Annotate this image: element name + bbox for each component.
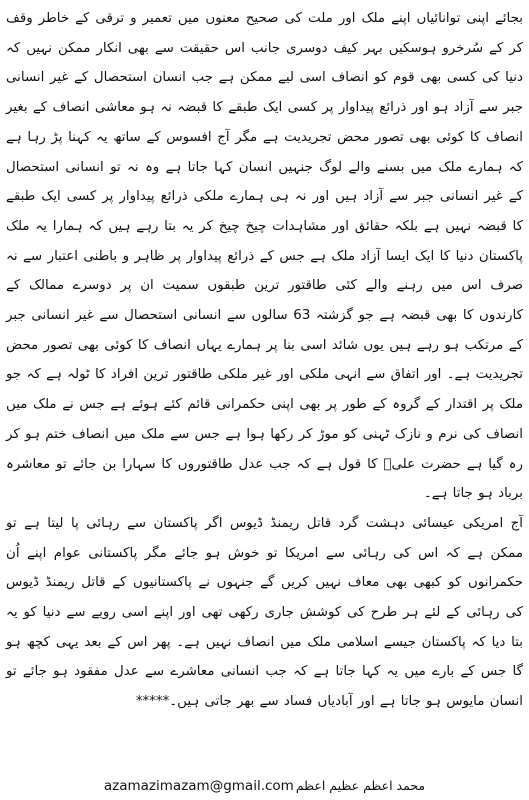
author-email[interactable]: azamazimazam@gmail.com [103, 778, 294, 794]
article-paragraph-2: آج امریکی عیسائی دہشت گرد قاتل ریمنڈ ڈیوس اگر پاکستان سے رہائی پا لیتا ہے تو ممکن ہے کہ اس کی رہائی سے امریکا تو خوش ہو جائے مگر پاکستانی عوام اپنے اُن حکمرانوں کو کبھی بھی معاف نہیں کریں گے جنہوں نے پاکستانیوں کے قاتل ریمنڈ ڈیوس کی رہائی کے لئے ہر طرح کی کوشش جاری رکھی تھی اور اپنے اسی رویے سے دنیا کو یہ بتا دیا کہ پاکستان جیسے اسلامی ملک میں انصاف نہیں ہے۔ پھر اس کے بعد یہی کچھ ہو گا جس کے بارے میں یہ کہا جاتا ہے کہ جب انسانی معاشرے سے عدل مفقود ہو جائے تو انسان مایوس ہو جاتا ہے اور آبادیاں فساد سے بھر جاتی ہیں۔***** [6, 515, 523, 710]
author-name: محمد اعظم عظیم اعظم [295, 778, 426, 793]
article-body [6, 4, 523, 717]
author-signature [0, 776, 529, 797]
article-paragraph-1: بجائے اپنی توانائیاں اپنے ملک اور ملت کی صحیح معنوں میں تعمیر و ترقی کے خاطر وقف کر کے سُرخرو ہوسکیں بہر کیف دوسری جانب اس حقیقت سے بھی انکار ممکن نہیں کہ دنیا کی کسی بھی قوم کو انصاف اسی لیے ممکن ہے جب انسان استحصال کے غیر انسانی جبر سے آزاد ہو اور ذرائع پیداوار پر کسی ایک طبقے کا قبضہ نہ ہو معاشی انصاف کے بغیر انصاف کا کوئی بھی تصور محض تجریدیت ہے مگر آج افسوس کے ساتھ یہ کہنا پڑ رہا ہے کہ ہمارے ملک میں بسنے والے لوگ جنہیں انسان کہا جاتا ہے وہ نہ تو انسانی استحصال کے غیر انسانی جبر سے آزاد ہیں اور نہ ہی ہمارے ملکی ذرائع پیداوار پر کسی ایک طبقے کا قبضہ نہیں ہے بلکہ حقائق اور مشاہدات چیخ چیخ کر یہ بتا رہے ہیں کہ ہمارا یہ ملک پاکستان دنیا کا ایک ایسا آزاد ملک ہے جس کے ذرائع پیداوار پر ظاہر و باطنی اعتبار سے نہ صرف اس میں رہنے والے کئی طاقتور ترین طبقوں سمیت ان پر دوسرے ممالک کے کارندوں کا بھی قبضہ ہے جو گزشتہ 63 سالوں سے انسانی استحصال سے غیر انسانی جبر کے مرتکب ہو رہے ہیں یوں شائد اسی بنا پر ہمارے یہاں انصاف کا کوئی بھی تصور محض تجریدیت ہے۔ اور اتفاق سے انہی ملکی اور غیر ملکی طاقتور ترین افراد کا ٹولہ ہے کہ جو ملک پر اقتدار کے گروہ کے طور پر بھی اپنی حکمرانی قائم کئے ہوئے ہے جس نے ملک میں انصاف کی نرم و نازک ٹہنی کو موڑ کر رکھا ہوا ہے جس سے ملک میں انصاف ختم ہو کر رہ گیا ہے حضرت علیؓ کا قول ہے کہ جب عدل طاقتوروں کا سہارا بن جائے تو معاشرہ برباد ہو جاتا ہے۔ [6, 11, 523, 502]
